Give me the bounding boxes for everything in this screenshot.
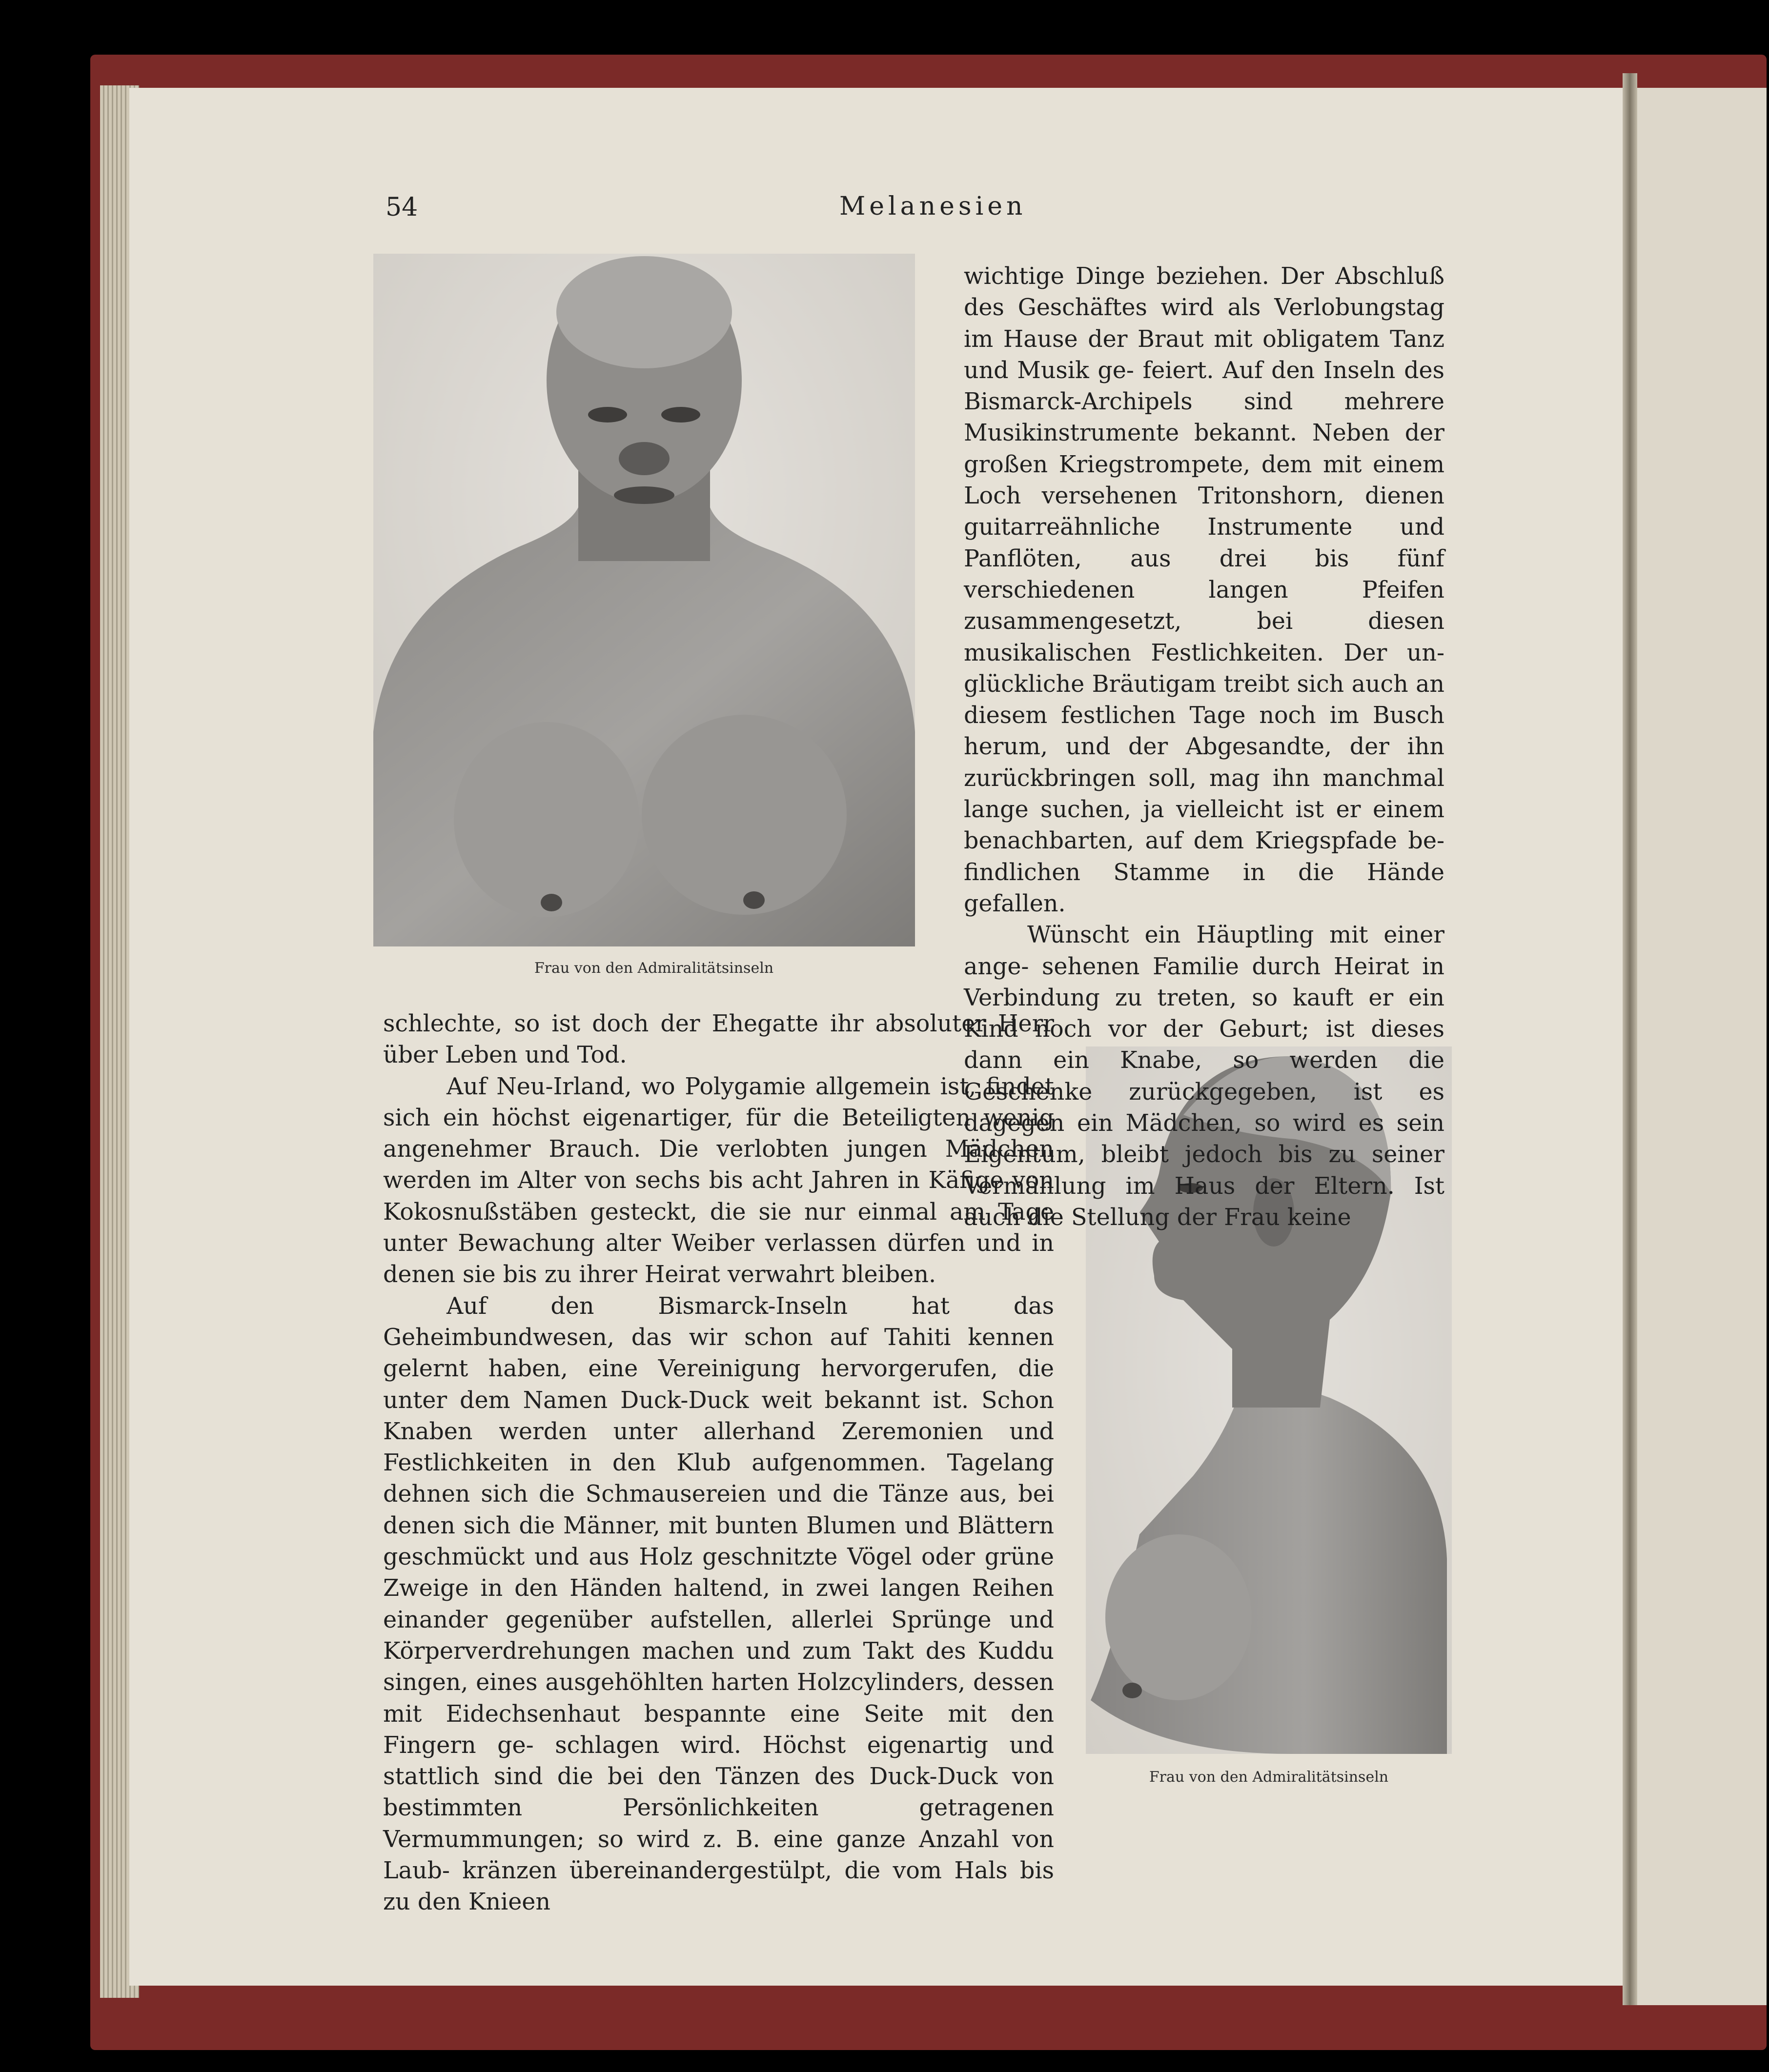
paragraph: Auf den Bismarck-Inseln hat das Geheimbundwesen, das wir schon auf Tahiti kennen gelernt haben, eine Vereinigung hervorgerufen, die unter dem Namen Duck-Duck weit bekannt ist. Schon Knaben werden unter allerhand Zeremonien und Festlichkeiten in den Klub aufgenommen. Tagelang dehnen sich die Schmausereien und die Tänze aus, bei denen sich die Männer, mit bunten Blumen und Blättern geschmückt und aus Holz geschnitzte Vögel oder grüne Zweige in den Händen haltend, in zwei langen Reihen einander gegenüber aufstellen, allerlei Sprünge und Körperverdrehungen machen und zum Takt des Kuddu singen, eines ausgehöhlten harten Holzcylinders, dessen mit Eidechsenhaut bespannte eine Seite mit den Fingern ge- schlagen wird. Höchst eigenartig und stattlich sind die bei den Tänzen des Duck-Duck von bestimmten Persönlichkeiten getragenen Vermummungen; so wird z. B. eine ganze Anzahl von Laub- kränzen übereinandergestülpt, die vom Hals bis zu den Knieen [383,1292,1054,1916]
paragraph: schlechte, so ist doch der Ehegatte ihr absoluter Herr über Leben und Tod. [383,1010,1054,1069]
running-title: Melanesien [839,192,1027,221]
figure-caption-1: Frau von den Admiralitätsinseln [534,960,774,977]
paragraph: Wünscht ein Häuptling mit einer ange- sehenen Familie durch Heirat in Verbindung zu treten, so kauft er ein Kind noch vor der Geburt; ist dieses dann ein Knabe, so werden die Geschenke zurückgegeben, ist es dagegen ein Mädchen, so wird es sein Eigentum, bleibt jedoch bis zu seiner Vermählung im Haus der Eltern. Ist auch die Stellung der Frau keine [964,922,1444,1231]
facing-page [1637,88,1767,2005]
left-column-text [383,1008,1054,1918]
page-number: 54 [386,193,418,222]
portrait-frontal-image [373,254,915,946]
book-gutter [1623,73,1637,2005]
paragraph: Auf Neu-Irland, wo Polygamie allgemein ist, findet sich ein höchst eigenartiger, für die Beteiligten wenig angenehmer Brauch. Die verlobten jungen Mädchen werden im Alter von sechs bis acht Jahren in Käfige von Kokosnußstäben gesteckt, die sie nur einmal am Tage unter Bewachung alter Weiber verlassen dürfen und in denen sie bis zu ihrer Heirat verwahrt bleiben. [383,1073,1054,1288]
figure-caption-2: Frau von den Admiralitätsinseln [1149,1769,1389,1786]
paragraph: wichtige Dinge beziehen. Der Abschluß des Geschäftes wird als Verlobungstag im Hause der Braut mit obligatem Tanz und Musik ge- feiert. Auf den Inseln des Bismarck-Archipels sind mehrere Musikinstrumente bekannt. Neben der großen Kriegstrompete, dem mit einem Loch versehenen Tritonshorn, dienen guitarreähnliche Instrumente und Panflöten, aus drei bis fünf verschiedenen langen Pfeifen zusammengesetzt, bei diesen musikalischen Festlichkeiten. Der un- glückliche Bräutigam treibt sich auch an diesem festlichen Tage noch im Busch herum, und der Abgesandte, der ihn zurückbringen soll, mag ihn manchmal lange suchen, ja vielleicht ist er einem benachbarten, auf dem Kriegspfade be- findlichen Stamme in die Hände gefallen. [964,263,1444,917]
